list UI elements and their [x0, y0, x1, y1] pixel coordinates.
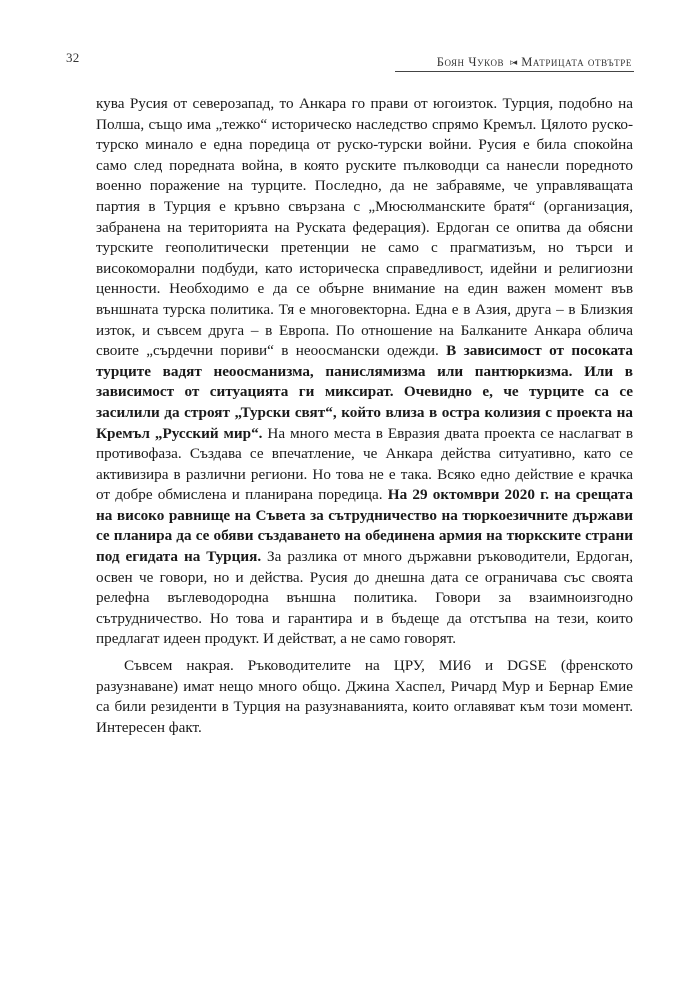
running-head-separator-icon: ▹◂ [510, 57, 516, 67]
body-text [96, 94, 633, 738]
paragraph-1-text-2: На много места в Евразия двата проекта се наслагват в противофаза. Създава се впечатление, че Анкара действа ситуативно, като се активизира в различни региони. Но това не е така. Всяко едно действие е крачка от добре обмислена и планирана поредица. [96, 424, 633, 504]
page-number: 32 [66, 50, 80, 65]
paragraph-1-text-1: кува Русия от северозапад, то Анкара го прави от югоизток. Турция, подобно на Полша, също има „тежко“ историческо наследство спрямо Кремъл. Цялото руско-турско минало е една поредица от руско-турски войни. Русия е била спокойна само след поредната война, в която руските пълководци са нанесли поредното военно поражение на турците. Последно, да не забравяме, че управляващата партия в Турция е кръвно свързана с „Мюсюлманските братя“ (организация, забранена на територията на Руската федерация). Ердоган се опитва да обясни турските геополитически претенции не само с прагматизъм, но търси и високоморални подбуди, като историческа справедливост, идейни и религиозни ценности. Необходимо е да се обърне внимание на един важен момент във външната турска политика. Тя е многовекторна. Една е в Азия, друга – в Близкия изток, и съвсем друга – в Европа. По отношение на Балканите Анкара облича своите „сърдечни пориви“ в неоосмански одежди. [96, 95, 633, 360]
paragraph-1-bold-1: В зависимост от посоката турците вадят неоосманизма, панислямизма или пантюркизма. Или в зависимост от ситуацията ги миксират. Очевидно е, че турците са се засилили да строят „Турски свят“, който влиза в остра колизия с проекта на Кремъл „Русский мир“. [96, 342, 633, 442]
paragraph-1-text-3: За разлика от много държавни ръководители, Ердоган, освен че говори, но и действа. Русия до днешна дата се ограничава със своята релефна въглеводородна външна политика. Говори за взаимноизгодно сътрудничество. Но това и гарантира и в бъдеще да отстъпва на тези, които предлагат идеен продукт. И действат, а не само говорят. [96, 548, 633, 648]
running-head-author: Боян Чуков [436, 55, 505, 69]
paragraph-1-bold-2: На 29 октомври 2020 г. на срещата на високо равнище на Съвета за сътрудничество на тюркоезичните държави се планира да се обяви създаването на обединена армия на тюркските страни под егидата на Турция. [96, 486, 633, 566]
paragraph-2: Съвсем накрая. Ръководителите на ЦРУ, МИ6 и DGSE (френското разузнаване) имат нещо много общо. Джина Хаспел, Ричард Мур и Бернар Емие са били резиденти в Турция на разузнаванията, които оглавяват към този момент. Интересен факт. [96, 657, 633, 736]
header-rule [395, 71, 634, 72]
paragraph-1 [96, 94, 633, 650]
running-head [437, 55, 632, 70]
running-head-book-title: Матрицата отвътре [521, 55, 632, 69]
